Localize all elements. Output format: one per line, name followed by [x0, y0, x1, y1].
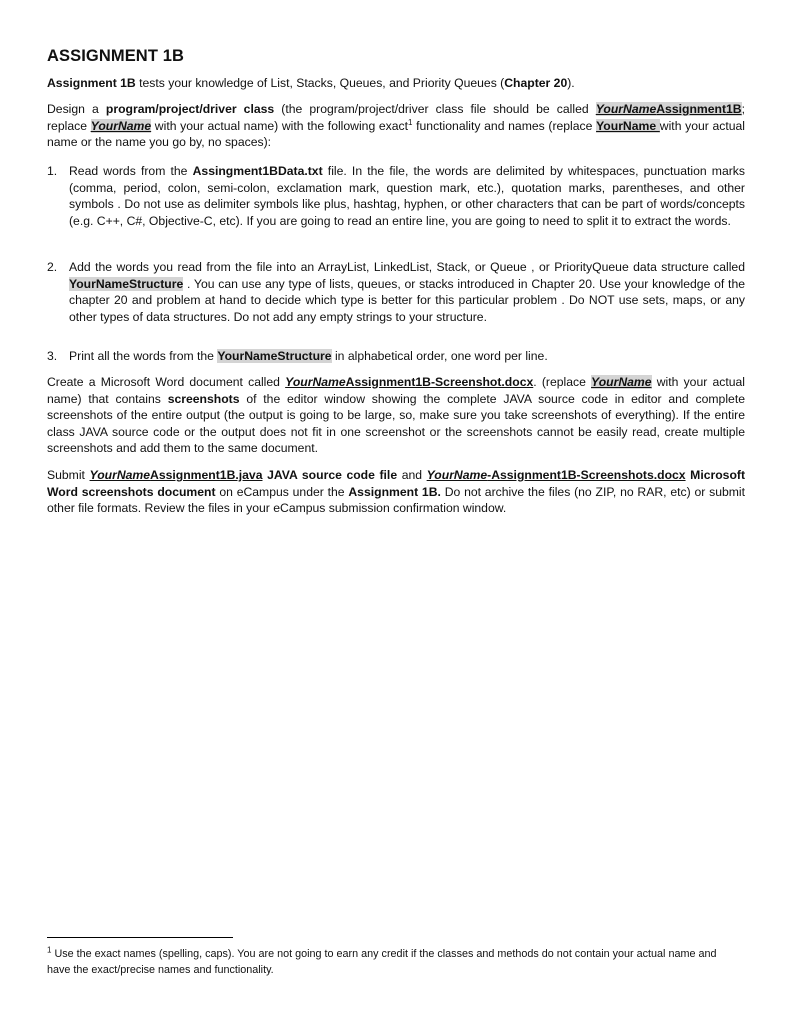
list-item-1 [47, 163, 745, 229]
footnote [47, 946, 737, 978]
footnote-text: Use the exact names (spelling, caps). You are not going to earn any credit if the classes and methods do not contain your actual name and have the exact/precise names and functionality. [47, 948, 717, 976]
submit-yourname-2: YourName [426, 468, 488, 482]
submit-text-4: Do not archive the files (no ZIP, no RAR, etc) or submit other file formats. Review the files in your eCampus submission confirmation window. [47, 484, 745, 516]
intro-bold-assignment: Assignment 1B [47, 76, 136, 90]
list-item-2 [47, 259, 745, 325]
list-number: 2. [47, 260, 58, 274]
intro-paragraph [47, 75, 745, 92]
structure-name: YourNameStructure [69, 276, 184, 291]
design-text-5: functionality and names (replace [412, 118, 597, 133]
create-text-4: of the editor window showing the complete JAVA source code in editor and complete screenshots of the entire output (the output is going to be large, so, make sure you take screenshots of everything). If the entire class JAVA source code or the output does not fit in one screenshot or the screenshots cannot be easily read, create multiple screenshots and add them to the same document. [47, 391, 745, 456]
list-item-3 [47, 348, 745, 365]
list-item-text: Print all the words from the [69, 349, 218, 363]
design-text-1: Design a [47, 102, 106, 116]
java-file-name: Assignment1B.java [150, 468, 263, 482]
list-item-text: . You can use any type of lists, queues, or stacks introduced in Chapter 20. Use your knowledge of the chapter 20 and problem at hand to decide which type is better for this particular problem . Do NOT use sets, maps, or any other types of data structures. Do not add any empty strings to your structure. [69, 276, 745, 324]
submit-bold-assignment: Assignment 1B. [348, 484, 441, 499]
intro-text: tests your knowledge of List, Stacks, Queues, and Priority Queues ( [135, 76, 505, 90]
create-text-3: with your actual name) that contains [47, 375, 746, 406]
docx-file-name: -Assignment1B-Screenshots.docx [487, 468, 686, 482]
create-yourname-2: YourName [591, 375, 652, 389]
design-yourname-2: YourName [90, 118, 152, 133]
intro-text-end: ). [567, 76, 575, 90]
design-yourname-1: YourName [595, 102, 657, 116]
list-item-text: file. In the file, the words are delimited by whitespaces, punctuation marks (comma, period, colon, semi-colon, exclamation mark, question mark, etc.), quotation marks, parentheses, and other symbols . Do not use as delimiter symbols like plus, hashtag, hyphen, or other characters that can be part of words/concepts (e.g. C++, C#, Objective-C, etc). If you are going to read an entire line, you are going to need to split it to extract the words. [69, 164, 745, 228]
structure-name: YourNameStructure [217, 349, 332, 363]
footnote-number: 1 [47, 945, 52, 955]
create-text-1: Create a Microsoft Word document called [47, 375, 286, 389]
list-number: 1. [47, 164, 58, 178]
screenshot-doc-name: Assignment1B-Screenshot.docx [345, 375, 534, 389]
submit-text-2: and [397, 468, 427, 482]
list-item-text: Add the words you read from the file into an ArrayList, LinkedList, Stack, or Queue , or PriorityQueue data structure called [69, 260, 745, 274]
list-item-text: Read words from the [69, 164, 193, 178]
design-bold-driver: program/project/driver class [105, 102, 275, 116]
create-bold-screenshots: screenshots [167, 391, 240, 406]
footnote-ref: 1 [408, 117, 413, 127]
create-text-2: . (replace [533, 375, 592, 389]
design-paragraph [47, 101, 745, 151]
create-paragraph [47, 374, 745, 457]
page-title: ASSIGNMENT 1B [47, 47, 184, 65]
list-number: 3. [47, 349, 58, 363]
design-assignment-name: Assignment1B [656, 102, 742, 116]
design-text-3: ; replace [47, 102, 745, 133]
data-file-name: Assingment1BData.txt [192, 164, 323, 178]
design-yourname-3: YourName [596, 118, 660, 133]
list-item-text: in alphabetical order, one word per line. [331, 349, 548, 363]
submit-bold-java: JAVA source code file [262, 468, 398, 482]
design-text-2: (the program/project/driver class file should be called [274, 102, 596, 116]
submit-paragraph [47, 467, 745, 517]
design-text-4: with your actual name) with the following exact [151, 118, 409, 133]
footnote-divider [47, 937, 233, 938]
design-text-6: with your actual name or the name you go by, no spaces): [47, 118, 746, 150]
create-yourname-1: YourName [285, 375, 346, 389]
intro-bold-chapter: Chapter 20 [504, 76, 568, 90]
submit-yourname-1: YourName [89, 468, 151, 482]
submit-text-1: Submit [47, 468, 90, 482]
submit-bold-word: Microsoft Word screenshots document [47, 468, 746, 499]
submit-text-3: on eCampus under the [215, 484, 349, 499]
